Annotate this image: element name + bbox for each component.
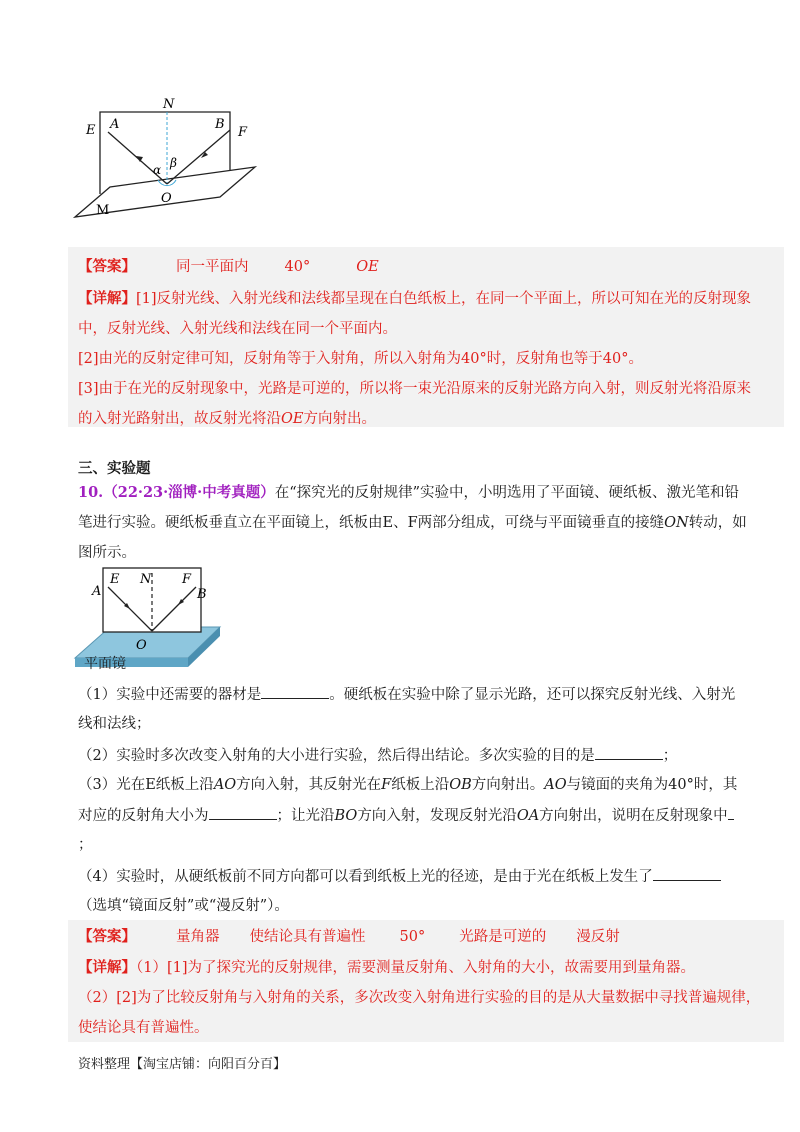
fig2-label-E: E bbox=[110, 572, 120, 587]
subq-text: （2）实验时多次改变入射角的大小进行实验，然后得出结论。多次实验的目的是 bbox=[78, 748, 595, 764]
subq-text: BO bbox=[334, 808, 358, 824]
detail-tag: 【详解】 bbox=[78, 290, 136, 307]
question-text: 在“探究光的反射规律”实验中，小明选用了平面镜、硬纸板、激光笔和铅 bbox=[274, 485, 740, 501]
subq-text: （1）实验中还需要的器材是 bbox=[78, 687, 262, 703]
subq-4-line-1 bbox=[78, 866, 721, 887]
subq-text: AO bbox=[213, 777, 237, 793]
answer-item: 光路是可逆的 bbox=[459, 929, 547, 945]
subq-text: 对应的反射角大小为 bbox=[78, 808, 209, 824]
answer-item: 漫反射 bbox=[576, 929, 620, 945]
fig1-label-E: E bbox=[86, 123, 96, 138]
answer-item: 使结论具有普遍性 bbox=[249, 929, 366, 945]
fig1-label-N: N bbox=[163, 97, 175, 112]
detail-1-line-4: [3]由于在光的反射现象中，光路是可逆的，所以将一束光沿原来的反射光路方向入射，则反射光将沿原来 bbox=[78, 381, 752, 397]
subq-text: OB bbox=[449, 777, 472, 793]
detail-1-line-3: [2]由光的反射定律可知，反射角等于入射角，所以入射角为40°时，反射角也等于40°。 bbox=[78, 351, 643, 367]
subq-3-line-2 bbox=[78, 805, 734, 826]
fig1-label-B: B bbox=[215, 117, 225, 132]
subq-text: 纸板上沿 bbox=[391, 777, 450, 793]
fig1-label-beta: β bbox=[170, 156, 177, 170]
answer-tag: 【答案】 bbox=[78, 258, 136, 275]
detail-text: （1）[1]为了探究光的反射规律，需要测量反射角、入射角的大小，故需要用到量角器。 bbox=[136, 960, 696, 976]
footer-credit: 资料整理【淘宝店铺：向阳百分百】 bbox=[78, 1057, 287, 1072]
detail-2-line-2: （2）[2]为了比较反射角与入射角的关系，多次改变入射角进行实验的目的是从大量数据中寻找普遍规律， bbox=[78, 990, 761, 1006]
detail-text: [1]反射光线、入射光线和法线都呈现在白色纸板上，在同一个平面上，所以可知在光的反射现象 bbox=[136, 291, 752, 307]
subq-text: 方向入射，其反射光在 bbox=[236, 777, 382, 793]
question-text: 笔进行实验。硬纸板垂直立在平面镜上，纸板由E、F两部分组成，可绕与平面镜垂直的接缝 bbox=[78, 515, 665, 531]
answer-item: 同一平面内 bbox=[176, 259, 249, 275]
answer-2-line bbox=[78, 927, 620, 947]
detail-1-line-5 bbox=[78, 409, 376, 429]
question-source: （22·23·淄博·中考真题） bbox=[103, 484, 275, 501]
fig1-label-M: M bbox=[96, 203, 110, 218]
subq-1-line-1 bbox=[78, 684, 735, 705]
answer-item: OE bbox=[356, 259, 379, 275]
subq-4-line-2: （选填“镜面反射”或“漫反射”）。 bbox=[78, 898, 289, 914]
detail-2-line-1 bbox=[78, 958, 695, 978]
subq-text: 方向射出，说明在反射现象中 bbox=[539, 808, 728, 824]
detail-1-line-2: 中，反射光线、入射光线和法线在同一个平面内。 bbox=[78, 321, 397, 337]
subq-3-line-3: ； bbox=[78, 837, 93, 853]
reflection-diagram-1 bbox=[70, 92, 270, 227]
detail-text: 的入射光路射出，故反射光将沿 bbox=[78, 411, 281, 427]
fig2-label-B: B bbox=[197, 587, 207, 602]
answer-blank[interactable] bbox=[595, 745, 663, 760]
detail-2-line-3: 使结论具有普遍性。 bbox=[78, 1020, 209, 1036]
fig2-label-A: A bbox=[92, 584, 102, 599]
question-text: 转动，如 bbox=[688, 515, 747, 531]
answer-item: 量角器 bbox=[176, 929, 220, 945]
question-text: ON bbox=[664, 515, 689, 531]
subq-text: （4）实验时，从硬纸板前不同方向都可以看到纸板上光的径迹，是由于光在纸板上发生了 bbox=[78, 869, 653, 885]
subq-text: 方向射出。 bbox=[471, 777, 545, 793]
detail-1-line-1 bbox=[78, 289, 751, 309]
fig2-label-O: O bbox=[136, 638, 147, 653]
subq-text: 。硬纸板在实验中除了显示光路，还可以探究反射光线、入射光 bbox=[329, 687, 736, 703]
question-10-line-2 bbox=[78, 513, 747, 533]
answer-tag: 【答案】 bbox=[78, 928, 136, 945]
fig1-label-O: O bbox=[161, 191, 172, 206]
reflection-diagram-2 bbox=[70, 565, 230, 675]
subq-text: 方向入射，发现反射光沿 bbox=[357, 808, 517, 824]
fig2-label-F: F bbox=[182, 572, 192, 587]
subq-text: ； bbox=[662, 748, 678, 764]
subq-3-line-1 bbox=[78, 775, 737, 795]
subq-text: （3）光在E纸板上沿 bbox=[78, 777, 214, 793]
answer-1-line bbox=[78, 257, 379, 277]
answer-blank[interactable] bbox=[653, 866, 721, 881]
detail-text: OE bbox=[281, 411, 304, 427]
subq-text: OA bbox=[516, 808, 540, 824]
subq-2-line bbox=[78, 745, 677, 766]
subq-text: 与镜面的夹角为40°时，其 bbox=[566, 777, 738, 793]
fig2-mirror-label: 平面镜 bbox=[84, 656, 126, 672]
answer-item: 50° bbox=[399, 929, 426, 945]
answer-blank[interactable] bbox=[209, 805, 277, 820]
section-title: 三、实验题 bbox=[78, 461, 151, 477]
fig1-label-alpha: α bbox=[153, 163, 162, 177]
question-10-line-1 bbox=[78, 483, 739, 503]
detail-text: 方向射出。 bbox=[303, 411, 376, 427]
answer-blank[interactable] bbox=[728, 805, 734, 820]
answer-item: 40° bbox=[284, 259, 311, 275]
question-10-line-3: 图所示。 bbox=[78, 545, 136, 561]
fig1-label-A: A bbox=[110, 117, 120, 132]
answer-blank[interactable] bbox=[261, 684, 329, 699]
subq-text: AO bbox=[544, 777, 567, 793]
fig1-label-F: F bbox=[238, 125, 248, 140]
fig2-label-N: N bbox=[140, 572, 152, 587]
question-number: 10. bbox=[78, 484, 104, 501]
detail-tag: 【详解】 bbox=[78, 959, 136, 976]
subq-text: F bbox=[381, 777, 392, 793]
subq-text: ；让光沿 bbox=[276, 808, 335, 824]
subq-1-line-2: 线和法线； bbox=[78, 716, 151, 732]
